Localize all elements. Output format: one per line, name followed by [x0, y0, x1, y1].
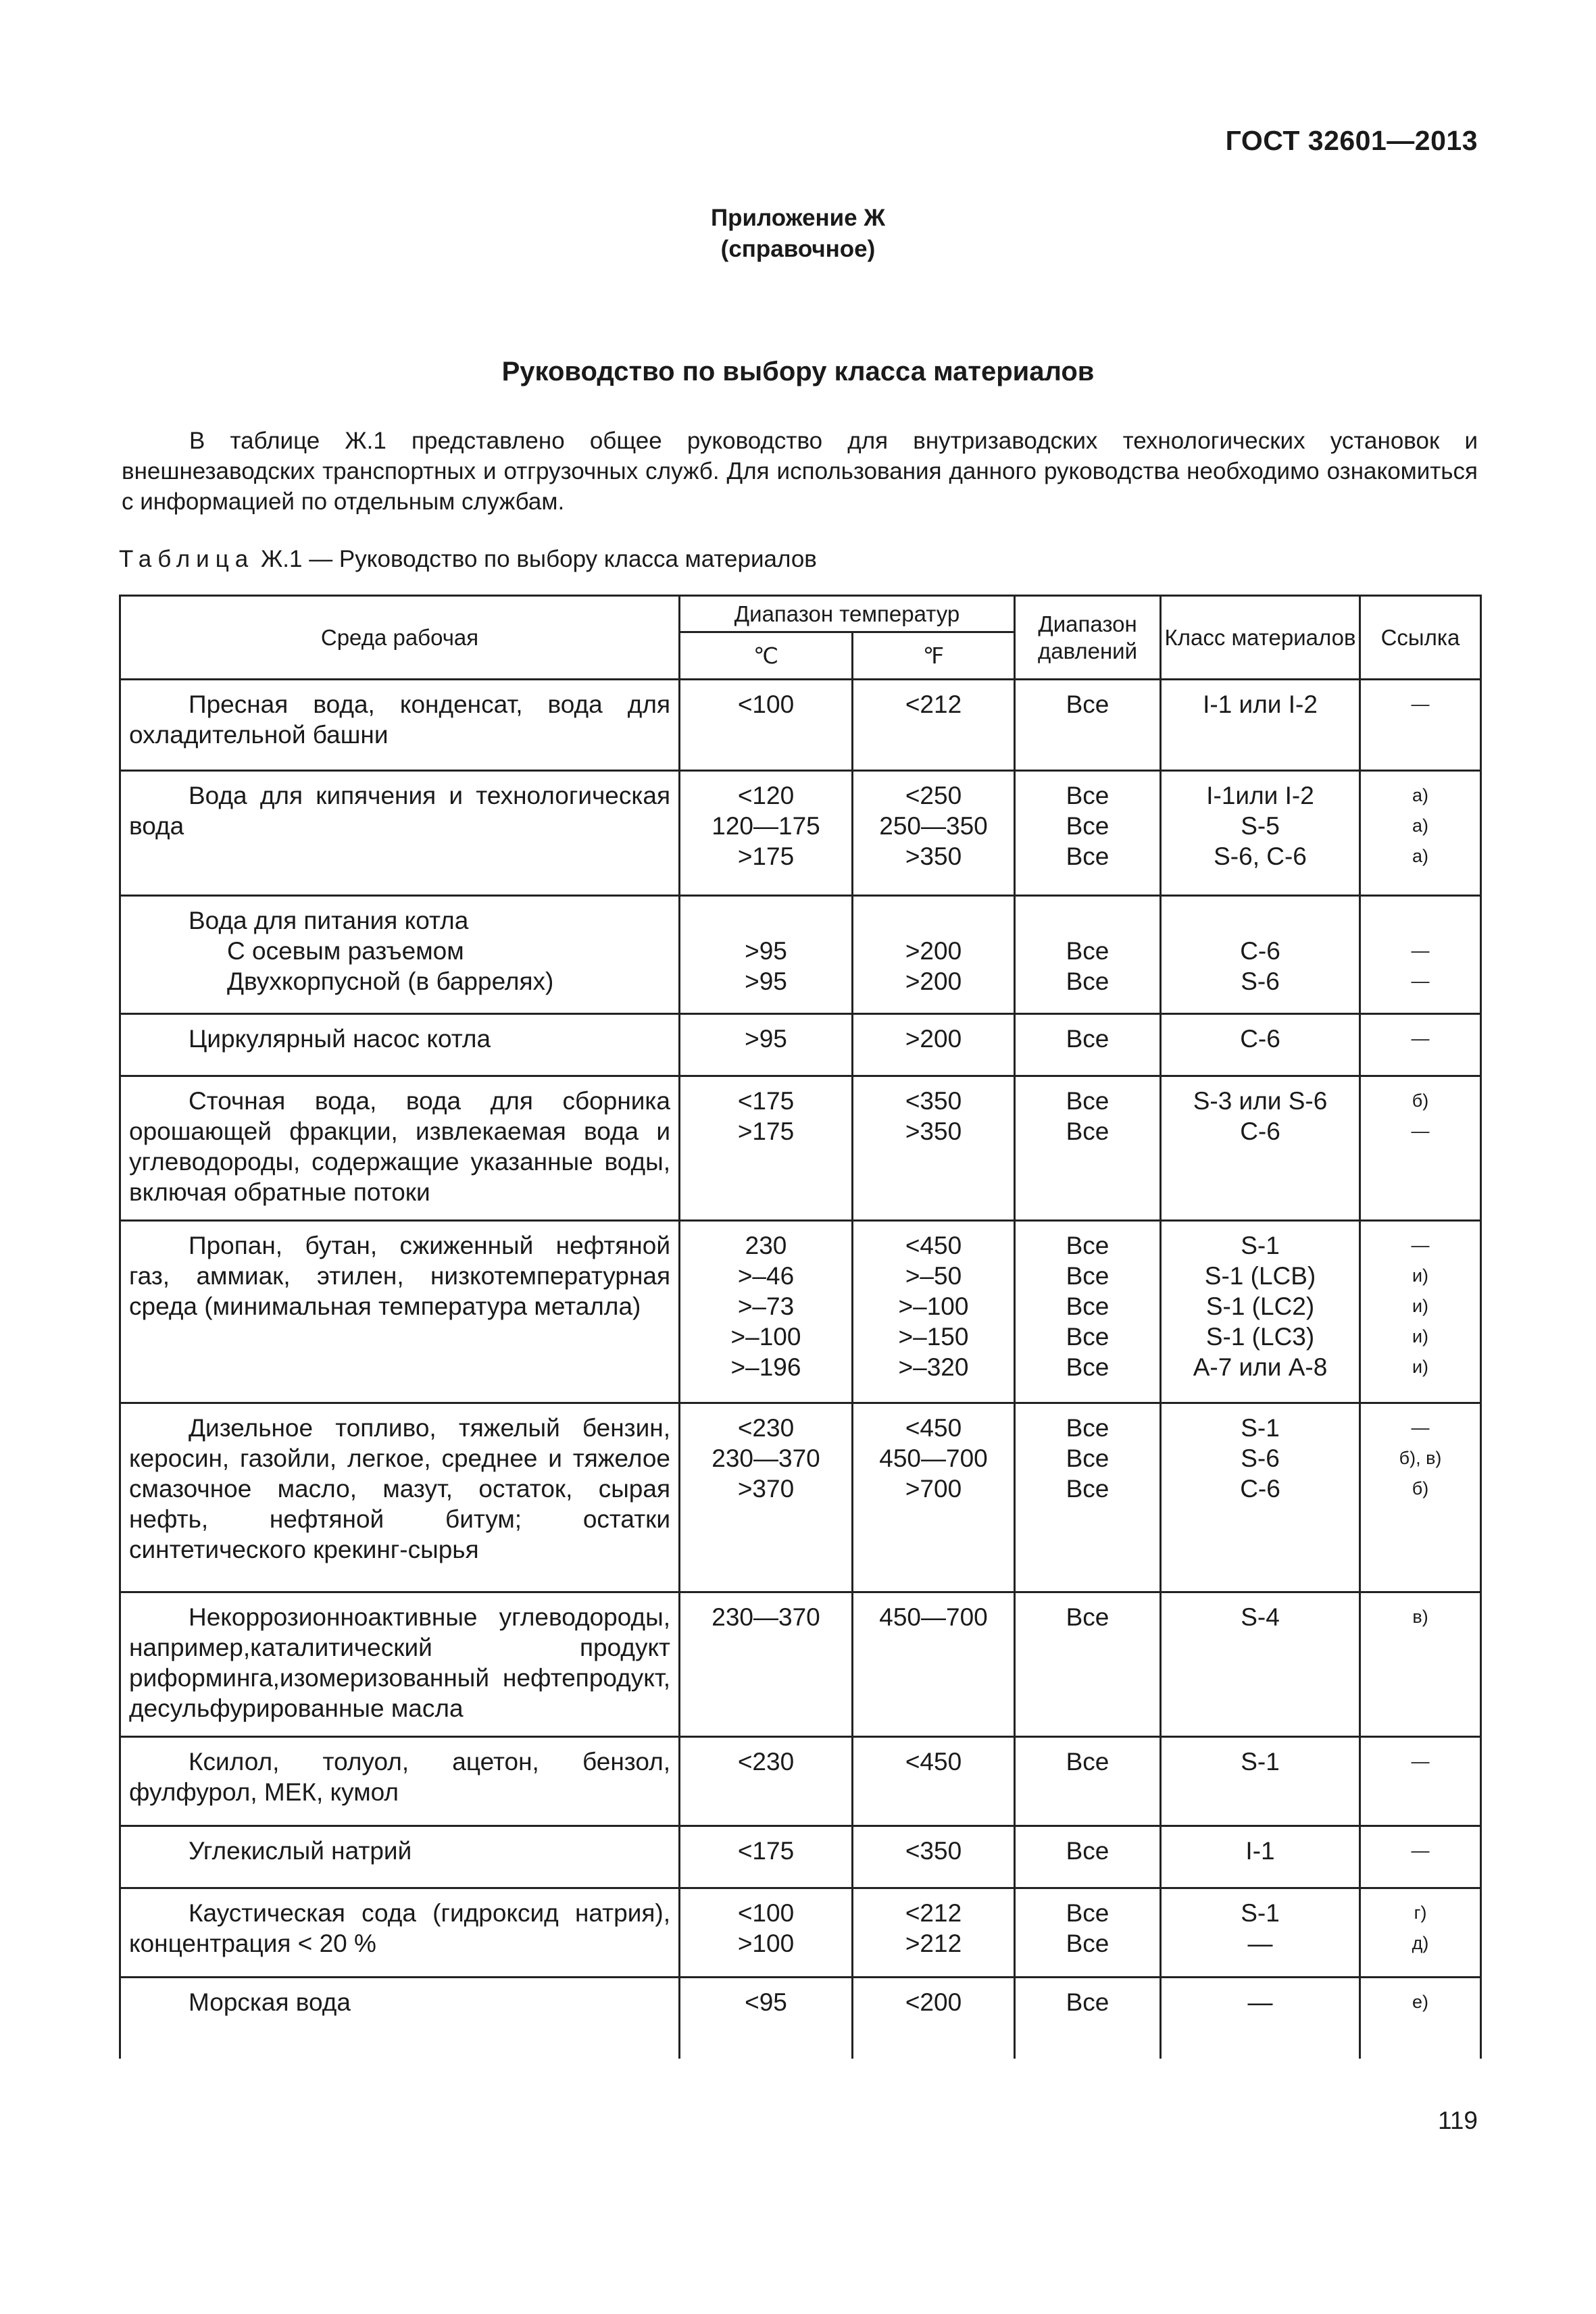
cell-class-value: S-4 [1241, 1603, 1280, 1631]
header-ref: Ссылка [1360, 596, 1481, 680]
cell-env [120, 680, 680, 771]
cell-pressure-value: Все [1066, 1748, 1109, 1776]
cell-class-value: S-1 [1241, 1748, 1280, 1776]
table-row [120, 1592, 1481, 1737]
table-header [120, 596, 1481, 680]
header-fahrenheit: ℉ [853, 632, 1015, 680]
appendix-subtitle: (справочное) [720, 236, 876, 262]
cell-celsius-value: >370 [737, 1475, 795, 1503]
cell-celsius-value: <230 [737, 1748, 795, 1776]
cell-class [1161, 1826, 1360, 1888]
cell-celsius-value: 230—370 [712, 1603, 820, 1631]
appendix-title: Приложение Ж [710, 205, 886, 231]
cell-class [1161, 1592, 1360, 1737]
cell-celsius-value: >–73 [737, 1292, 795, 1320]
cell-celsius [680, 1221, 853, 1403]
cell-class-value: A-7 или A-8 [1193, 1353, 1328, 1381]
cell-ref-value: — [1411, 1028, 1430, 1049]
cell-class-value: S-6 [1241, 967, 1280, 995]
cell-pressure-value: Все [1066, 782, 1109, 809]
cell-ref [1360, 1888, 1481, 1978]
cell-ref-value: б), в) [1399, 1448, 1442, 1468]
cell-class-value: S-1 (LCB) [1204, 1262, 1316, 1290]
cell-ref [1360, 1076, 1481, 1221]
cell-fahrenheit-value: >–150 [898, 1323, 969, 1351]
table-caption-prefix: Таблица [119, 546, 255, 572]
cell-pressure [1015, 1592, 1161, 1737]
cell-fahrenheit-value: >–50 [905, 1262, 962, 1290]
appendix-heading [0, 203, 1596, 265]
intro-paragraph: В таблице Ж.1 представлено общее руководство для внутризаводских технологических установок и внешнезаводских транспортных и отгрузочных служб. Для использования данного руководства необходимо ознакомиться с информацией по отдельным службам. [122, 428, 1478, 515]
cell-class [1161, 1888, 1360, 1978]
cell-fahrenheit [853, 1014, 1015, 1076]
cell-class-value: I-1 [1245, 1837, 1275, 1865]
cell-class-value: — [1247, 1930, 1273, 1957]
cell-pressure-value: Все [1066, 1232, 1109, 1259]
cell-pressure-value: Все [1066, 1414, 1109, 1442]
cell-pressure-value: Все [1066, 812, 1109, 840]
cell-pressure [1015, 1076, 1161, 1221]
env-text: Каустическая сода (гидроксид натрия), концентрация < 20 % [129, 1899, 670, 1957]
cell-pressure [1015, 680, 1161, 771]
cell-pressure-value [1016, 905, 1159, 936]
cell-ref-value: и) [1412, 1296, 1429, 1316]
cell-celsius-value: <95 [745, 1988, 787, 2016]
env-text: Циркулярный насос котла [189, 1025, 491, 1053]
cell-class [1161, 771, 1360, 896]
cell-fahrenheit-value: <250 [905, 782, 962, 809]
cell-celsius-value: <100 [737, 1899, 795, 1927]
cell-celsius-value: <175 [737, 1087, 795, 1115]
cell-ref-value: а) [1412, 785, 1429, 805]
cell-celsius [680, 1076, 853, 1221]
cell-class-value: S-1 [1241, 1899, 1280, 1927]
cell-fahrenheit-value [853, 905, 1014, 936]
cell-celsius-value: >95 [745, 967, 787, 995]
cell-class-value: S-6, C-6 [1214, 842, 1307, 870]
cell-celsius [680, 896, 853, 1014]
cell-class-value: S-1 [1241, 1414, 1280, 1442]
cell-env [120, 1403, 680, 1592]
cell-ref-value: г) [1414, 1903, 1427, 1923]
cell-pressure-value: Все [1066, 1837, 1109, 1865]
cell-celsius-value: 230—370 [712, 1444, 820, 1472]
cell-pressure-value: Все [1066, 1087, 1109, 1115]
cell-celsius-value: <230 [737, 1414, 795, 1442]
cell-celsius [680, 1014, 853, 1076]
cell-class-value: S-5 [1241, 812, 1280, 840]
cell-ref [1360, 1403, 1481, 1592]
cell-class-value: S-1 [1241, 1232, 1280, 1259]
cell-pressure-value: Все [1066, 1930, 1109, 1957]
cell-fahrenheit [853, 1403, 1015, 1592]
cell-fahrenheit [853, 1076, 1015, 1221]
cell-env [120, 1737, 680, 1826]
table-row [120, 1978, 1481, 2059]
cell-ref-value: в) [1412, 1607, 1428, 1627]
cell-class-value: C-6 [1240, 1025, 1280, 1053]
cell-pressure [1015, 1221, 1161, 1403]
cell-class-value: C-6 [1240, 937, 1280, 965]
cell-fahrenheit-value: <450 [905, 1414, 962, 1442]
materials-table [119, 595, 1482, 2059]
cell-class [1161, 1221, 1360, 1403]
cell-celsius [680, 1403, 853, 1592]
cell-class [1161, 1737, 1360, 1826]
cell-pressure [1015, 1403, 1161, 1592]
cell-ref-value: — [1411, 1235, 1430, 1255]
cell-celsius-value: >95 [745, 1025, 787, 1053]
cell-env [120, 1014, 680, 1076]
cell-celsius-value: <100 [737, 690, 795, 718]
cell-fahrenheit-value: >700 [905, 1475, 962, 1503]
cell-fahrenheit-value: <450 [905, 1748, 962, 1776]
env-text: Дизельное топливо, тяжелый бензин, керосин, газойли, легкое, среднее и тяжелое смазочное масло, мазут, остаток, сырая нефть, нефтяной битум; остатки синтетического крекинг-сырья [129, 1414, 670, 1563]
page-number: 119 [1438, 2107, 1478, 2134]
cell-pressure [1015, 1014, 1161, 1076]
cell-ref [1360, 1221, 1481, 1403]
cell-env [120, 1978, 680, 2059]
cell-class-value [1162, 905, 1359, 936]
cell-celsius-value: >–46 [737, 1262, 795, 1290]
cell-celsius-value: 230 [745, 1232, 787, 1259]
table-row [120, 1737, 1481, 1826]
cell-fahrenheit-value: >200 [905, 1025, 962, 1053]
cell-pressure-value: Все [1066, 1899, 1109, 1927]
cell-class-value: S-6 [1241, 1444, 1280, 1472]
cell-ref-value: — [1411, 694, 1430, 714]
cell-pressure [1015, 771, 1161, 896]
cell-ref [1360, 771, 1481, 896]
cell-env [120, 1076, 680, 1221]
cell-ref [1360, 896, 1481, 1014]
cell-class [1161, 1014, 1360, 1076]
cell-fahrenheit-value: <212 [905, 1899, 962, 1927]
cell-class-value: S-1 (LC2) [1205, 1292, 1315, 1320]
cell-celsius [680, 1888, 853, 1978]
cell-ref-value: и) [1412, 1265, 1429, 1286]
cell-pressure-value: Все [1066, 967, 1109, 995]
cell-celsius-value: <120 [737, 782, 795, 809]
section-title: Руководство по выбору класса материалов [501, 357, 1095, 386]
cell-celsius-value: >175 [737, 842, 795, 870]
env-text: Углекислый натрий [189, 1837, 412, 1865]
cell-fahrenheit-value: >–100 [898, 1292, 969, 1320]
cell-pressure-value: Все [1066, 937, 1109, 965]
cell-fahrenheit [853, 1592, 1015, 1737]
cell-env [120, 1826, 680, 1888]
cell-fahrenheit-value: >–320 [898, 1353, 969, 1381]
cell-fahrenheit-value: >212 [905, 1930, 962, 1957]
cell-celsius [680, 1737, 853, 1826]
cell-ref-value: — [1411, 1121, 1430, 1141]
env-subitem: Двухкорпусной (в баррелях) [227, 967, 554, 995]
header-celsius: ℃ [680, 632, 853, 680]
cell-celsius-value: <175 [737, 1837, 795, 1865]
env-text: Сточная вода, вода для сборника орошающей фракции, извлекаемая вода и углеводороды, содержащие указанные воды, включая обратные потоки [129, 1087, 670, 1206]
cell-class-value: S-1 (LC3) [1205, 1323, 1315, 1351]
env-text: Морская вода [189, 1988, 351, 2016]
cell-class-value: C-6 [1240, 1117, 1280, 1145]
table-body [120, 680, 1481, 2059]
cell-ref-value: д) [1412, 1933, 1429, 1953]
header-class-text: Класс материалов [1164, 624, 1356, 650]
cell-ref-value: а) [1412, 815, 1429, 836]
cell-pressure-value: Все [1066, 690, 1109, 718]
cell-class-value: S-3 или S-6 [1193, 1087, 1328, 1115]
table-caption-text: Ж.1 — Руководство по выбору класса материалов [260, 546, 817, 572]
cell-fahrenheit-value: <350 [905, 1837, 962, 1865]
header-env: Среда рабочая [120, 596, 680, 680]
cell-ref-value: и) [1412, 1326, 1429, 1347]
header-temp-range: Диапазон температур [680, 596, 1015, 632]
table-row [120, 1888, 1481, 1978]
cell-pressure-value: Все [1066, 1603, 1109, 1631]
table-row [120, 1221, 1481, 1403]
table-row [120, 1826, 1481, 1888]
cell-ref-value: и) [1412, 1357, 1429, 1377]
cell-pressure-value: Все [1066, 1117, 1109, 1145]
cell-celsius-value [680, 905, 851, 936]
cell-ref [1360, 1737, 1481, 1826]
env-text: Пресная вода, конденсат, вода для охладительной башни [129, 690, 670, 749]
table-row [120, 680, 1481, 771]
env-text: Ксилол, толуол, ацетон, бензол, фулфурол, МЕК, кумол [129, 1748, 670, 1806]
cell-class [1161, 1403, 1360, 1592]
cell-celsius-value: >–100 [730, 1323, 801, 1351]
cell-pressure [1015, 1737, 1161, 1826]
cell-class [1161, 896, 1360, 1014]
cell-celsius [680, 1592, 853, 1737]
cell-pressure-value: Все [1066, 1444, 1109, 1472]
cell-ref-value [1361, 905, 1480, 936]
cell-pressure-value: Все [1066, 1262, 1109, 1290]
cell-ref [1360, 1592, 1481, 1737]
table-row [120, 771, 1481, 896]
cell-ref-value: — [1411, 1417, 1430, 1438]
cell-fahrenheit-value: 450—700 [879, 1603, 988, 1631]
cell-fahrenheit [853, 680, 1015, 771]
cell-ref-value: — [1411, 1840, 1430, 1861]
cell-pressure-value: Все [1066, 1475, 1109, 1503]
table-row [120, 1014, 1481, 1076]
header-pressure [1015, 596, 1161, 680]
header-pressure-text: Диапазон давлений [1037, 611, 1138, 663]
cell-ref-value: — [1411, 940, 1430, 961]
cell-ref-value: б) [1412, 1090, 1429, 1111]
cell-pressure-value: Все [1066, 1988, 1109, 2016]
cell-fahrenheit-value: >200 [905, 967, 962, 995]
env-text: Вода для кипячения и технологическая вода [129, 782, 670, 840]
table-row [120, 1076, 1481, 1221]
cell-class [1161, 1978, 1360, 2059]
cell-pressure-value: Все [1066, 842, 1109, 870]
cell-celsius-value: >100 [737, 1930, 795, 1957]
cell-class-value: C-6 [1240, 1475, 1280, 1503]
header-class [1161, 596, 1360, 680]
cell-fahrenheit [853, 896, 1015, 1014]
cell-celsius-value: 120—175 [712, 812, 820, 840]
cell-class-value: I-1 или I-2 [1203, 690, 1318, 718]
env-subitem: С осевым разъемом [227, 937, 464, 965]
cell-class-value: — [1247, 1988, 1273, 2016]
cell-celsius [680, 771, 853, 896]
cell-celsius [680, 1978, 853, 2059]
cell-ref [1360, 680, 1481, 771]
cell-ref [1360, 1014, 1481, 1076]
cell-fahrenheit [853, 1826, 1015, 1888]
cell-fahrenheit-value: >200 [905, 937, 962, 965]
table-caption [119, 546, 817, 573]
cell-ref-value: б) [1412, 1478, 1429, 1499]
cell-celsius-value: >175 [737, 1117, 795, 1145]
cell-env [120, 1592, 680, 1737]
cell-fahrenheit-value: >350 [905, 1117, 962, 1145]
cell-pressure-value: Все [1066, 1292, 1109, 1320]
cell-fahrenheit-value: <450 [905, 1232, 962, 1259]
cell-class [1161, 680, 1360, 771]
cell-fahrenheit-value: >350 [905, 842, 962, 870]
cell-env [120, 896, 680, 1014]
env-text: Вода для питания котла [189, 907, 469, 934]
table-row [120, 896, 1481, 1014]
cell-celsius-value: >95 [745, 937, 787, 965]
cell-ref [1360, 1978, 1481, 2059]
cell-fahrenheit-value: 450—700 [879, 1444, 988, 1472]
cell-pressure [1015, 1978, 1161, 2059]
cell-env [120, 1221, 680, 1403]
cell-fahrenheit [853, 1221, 1015, 1403]
cell-fahrenheit [853, 771, 1015, 896]
cell-ref-value: е) [1412, 1992, 1429, 2012]
cell-class [1161, 1076, 1360, 1221]
cell-celsius [680, 1826, 853, 1888]
cell-celsius [680, 680, 853, 771]
cell-fahrenheit [853, 1888, 1015, 1978]
cell-pressure-value: Все [1066, 1025, 1109, 1053]
cell-fahrenheit [853, 1978, 1015, 2059]
cell-fahrenheit [853, 1737, 1015, 1826]
cell-ref-value: — [1411, 1751, 1430, 1771]
cell-env [120, 771, 680, 896]
cell-ref [1360, 1826, 1481, 1888]
env-text: Некоррозионноактивные углеводороды, например,каталитический продукт риформинга,изомеризованный нефтепродукт, десульфурированные масла [129, 1603, 670, 1722]
cell-env [120, 1888, 680, 1978]
cell-fahrenheit-value: <212 [905, 690, 962, 718]
env-text: Пропан, бутан, сжиженный нефтяной газ, аммиак, этилен, низкотемпературная среда (минимальная температура металла) [129, 1232, 670, 1320]
cell-pressure [1015, 1826, 1161, 1888]
cell-celsius-value: >–196 [730, 1353, 801, 1381]
cell-class-value: I-1или I-2 [1206, 782, 1314, 809]
cell-pressure-value: Все [1066, 1323, 1109, 1351]
table-row [120, 1403, 1481, 1592]
cell-fahrenheit-value: 250—350 [879, 812, 988, 840]
cell-fahrenheit-value: <200 [905, 1988, 962, 2016]
cell-ref-value: а) [1412, 846, 1429, 866]
cell-pressure-value: Все [1066, 1353, 1109, 1381]
cell-fahrenheit-value: <350 [905, 1087, 962, 1115]
cell-ref-value: — [1411, 971, 1430, 991]
cell-pressure [1015, 896, 1161, 1014]
document-id: ГОСТ 32601—2013 [1225, 125, 1478, 156]
cell-pressure [1015, 1888, 1161, 1978]
